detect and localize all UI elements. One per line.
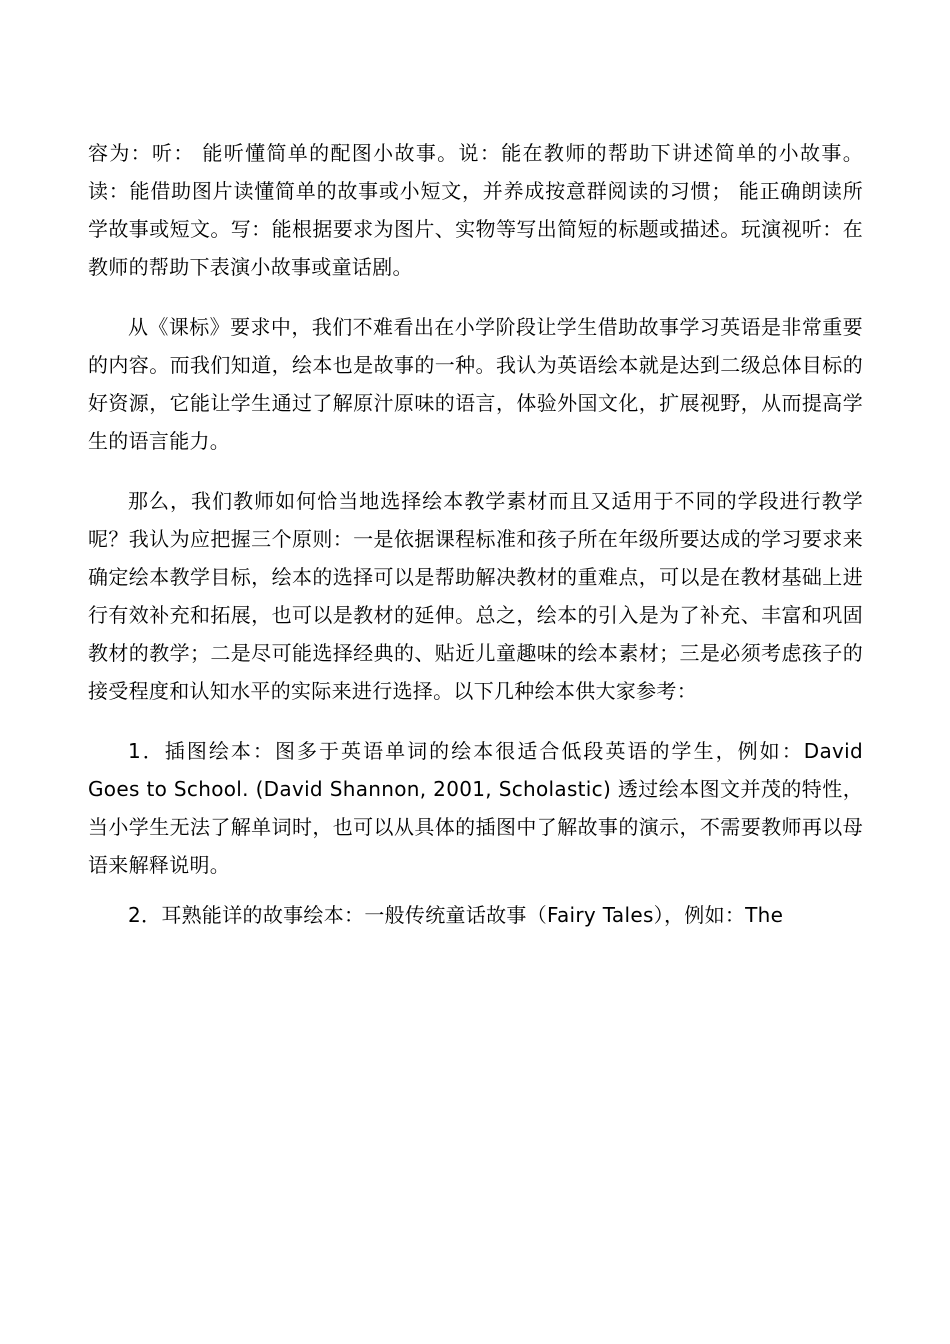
paragraph-illustrated-books: 1．插图绘本：图多于英语单词的绘本很适合低段英语的学生，例如：David Goes to School. (David Shannon, 2001, Scholastic) 透过绘本图文并茂的特性，当小学生无法了解单词时，也可以从具体的插图中了解故事的演示，不需要教师再以母语来解释说明。	[88, 739, 863, 877]
paragraph-standards: 从《课标》要求中，我们不难看出在小学阶段让学生借助故事学习英语是非常重要的内容。而我们知道，绘本也是故事的一种。我认为英语绘本就是达到二级总体目标的好资源，它能让学生通过了解原汁原味的语言，体验外国文化，扩展视野，从而提高学生的语言能力。	[88, 315, 863, 453]
document-page	[88, 134, 863, 934]
paragraph-course-content: 容为：听： 能听懂简单的配图小故事。说：能在教师的帮助下讲述简单的小故事。读：能借助图片读懂简单的故事或小短文，并养成按意群阅读的习惯； 能正确朗读所学故事或短文。写：能根据要求为图片、实物等写出简短的标题或描述。玩演视听：在教师的帮助下表演小故事或童话剧。	[88, 141, 863, 279]
paragraph-familiar-stories: 2．耳熟能详的故事绘本：一般传统童话故事（Fairy Tales），例如：The	[128, 903, 784, 927]
paragraph-selection-principles: 那么，我们教师如何恰当地选择绘本教学素材而且又适用于不同的学段进行教学呢？我认为应把握三个原则：一是依据课程标准和孩子所在年级所要达成的学习要求来确定绘本教学目标，绘本的选择可以是帮助解决教材的重难点，可以是在教材基础上进行有效补充和拓展，也可以是教材的延伸。总之，绘本的引入是为了补充、丰富和巩固教材的教学；二是尽可能选择经典的、贴近儿童趣味的绘本素材；三是必须考虑孩子的接受程度和认知水平的实际来进行选择。以下几种绘本供大家参考：	[88, 489, 863, 703]
